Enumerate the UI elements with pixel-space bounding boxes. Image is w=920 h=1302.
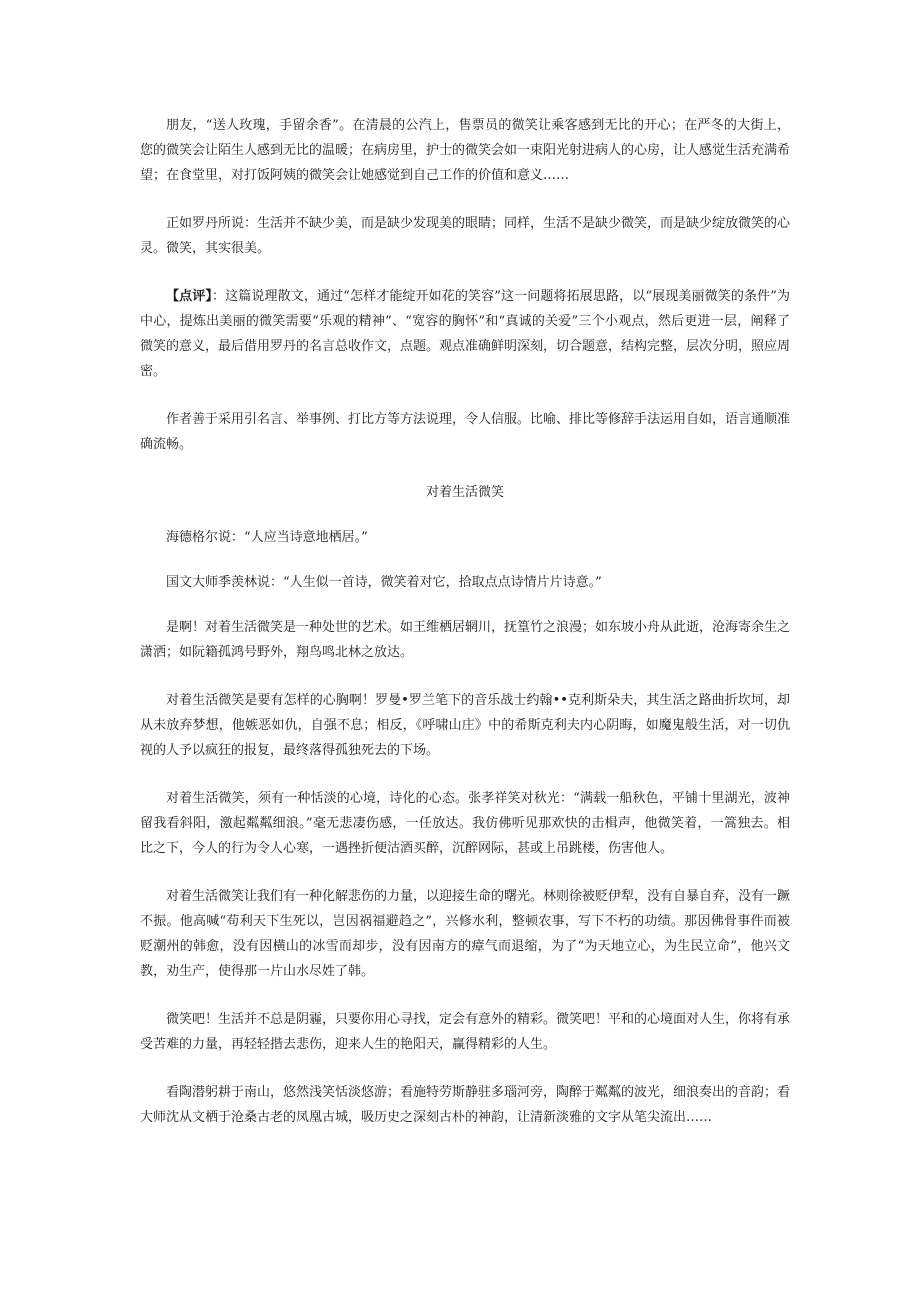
paragraph-christophe: 对着生活微笑是要有怎样的心胸啊！罗曼•罗兰笔下的音乐战士约翰••克利斯朵夫，其生活之路曲折坎坷，却从未放弃梦想，他嫉恶如仇，自强不息；相反，《呼啸山庄》中的希斯克利夫内心阴晦，如魔鬼般生活，对一切仇视的人予以疯狂的报复，最终落得孤独死去的下场。	[140, 693, 790, 758]
paragraph-smile: 微笑吧！生活并不总是阴霾，只要你用心寻找，定会有意外的精彩。微笑吧！平和的心境面对人生，你将有承受苦难的力量，再轻轻揩去悲伤，迎来人生的艳阳天，赢得精彩的人生。	[140, 1012, 791, 1052]
document-body	[140, 113, 790, 1130]
paragraph-ji-xianlin: 国文大师季羡林说：“人生似一首诗，微笑着对它，拾取点点诗情片片诗意。”	[166, 575, 602, 590]
paragraph-technique: 作者善于采用引名言、举事例、打比方等方法说理，令人信服。比喻、排比等修辞手法运用自如，语言通顺准确流畅。	[140, 412, 791, 452]
paragraph-rodin-quote: 正如罗丹所说：生活并不缺少美，而是缺少发现美的眼睛；同样，生活不是缺少微笑，而是缺少绽放微笑的心灵。微笑，其实很美。	[140, 216, 791, 256]
commentary-text: ：这篇说理散文，通过“怎样才能绽开如花的笑容”这一问题将拓展思路，以“展现美丽微笑的条件”为中心，提炼出美丽的微笑需要“乐观的精神”、“宽容的胸怀”和“真诚的关爱”三个小观点，然后更进一层，阐释了微笑的意义，最后借用罗丹的名言总收作文，点题。观点准确鲜明深刻，切合题意，结构完整，层次分明，照应周密。	[140, 289, 791, 379]
paragraph-zhang-xiaoxiang: 对着生活微笑，须有一种恬淡的心境，诗化的心态。张孝祥笑对秋光：“满载一船秋色，平铺十里湖光，波神留我看斜阳，激起粼粼细浪。”毫无悲凄伤感，一任放达。我仿佛听见那欢快的击楫声，他微笑着，一篙独去。相比之下，今人的行为令人心寒，一遇挫折便沽酒买醉，沉醉网际，甚或上吊跳楼，伤害他人。	[140, 791, 790, 856]
essay-title: 对着生活微笑	[425, 485, 504, 500]
paragraph-lin-zexu: 对着生活微笑让我们有一种化解悲伤的力量，以迎接生命的曙光。林则徐被贬伊犁，没有自暴自弃，没有一蹶不振。他高喊“苟利天下生死以，岂因祸福避趋之”，兴修水利，整顿农事，写下不朽的功绩。那因佛骨事件而被贬潮州的韩愈，没有因横山的冰雪而却步，没有因南方的瘴气而退缩，为了“为天地立心，为生民立命”，他兴文教，劝生产，使得那一片山水尽姓了韩。	[140, 889, 791, 979]
paragraph-heidegger: 海德格尔说：“人应当诗意地栖居。”	[166, 530, 368, 545]
paragraph-roses: 朋友，“送人玫瑰，手留余香”。在清晨的公汽上，售票员的微笑让乘客感到无比的开心；在严冬的大街上，您的微笑会让陌生人感到无比的温暖；在病房里，护士的微笑会如一束阳光射进病人的心房，让人感觉生活充满希望；在食堂里，对打饭阿姨的微笑会让她感觉到自己工作的价值和意义……	[140, 118, 791, 183]
paragraph-tao-qian: 看陶潜躬耕于南山，悠然浅笑恬淡悠游；看施特劳斯静驻多瑙河旁，陶醉于粼粼的波光，细浪奏出的音韵；看大师沈从文栖于沧桑古老的凤凰古城，吸历史之深刻古朴的神韵，让清新淡雅的文字从笔尖流出……	[140, 1085, 791, 1125]
commentary-tag: 【点评】	[166, 289, 212, 304]
paragraph-art-of-living: 是啊！对着生活微笑是一种处世的艺术。如王维栖居辋川，抚篁竹之浪漫；如东坡小舟从此逝，沧海寄余生之潇洒；如阮籍孤鸿号野外，翔鸟鸣北林之放达。	[140, 620, 791, 660]
paragraph-commentary	[140, 284, 790, 384]
